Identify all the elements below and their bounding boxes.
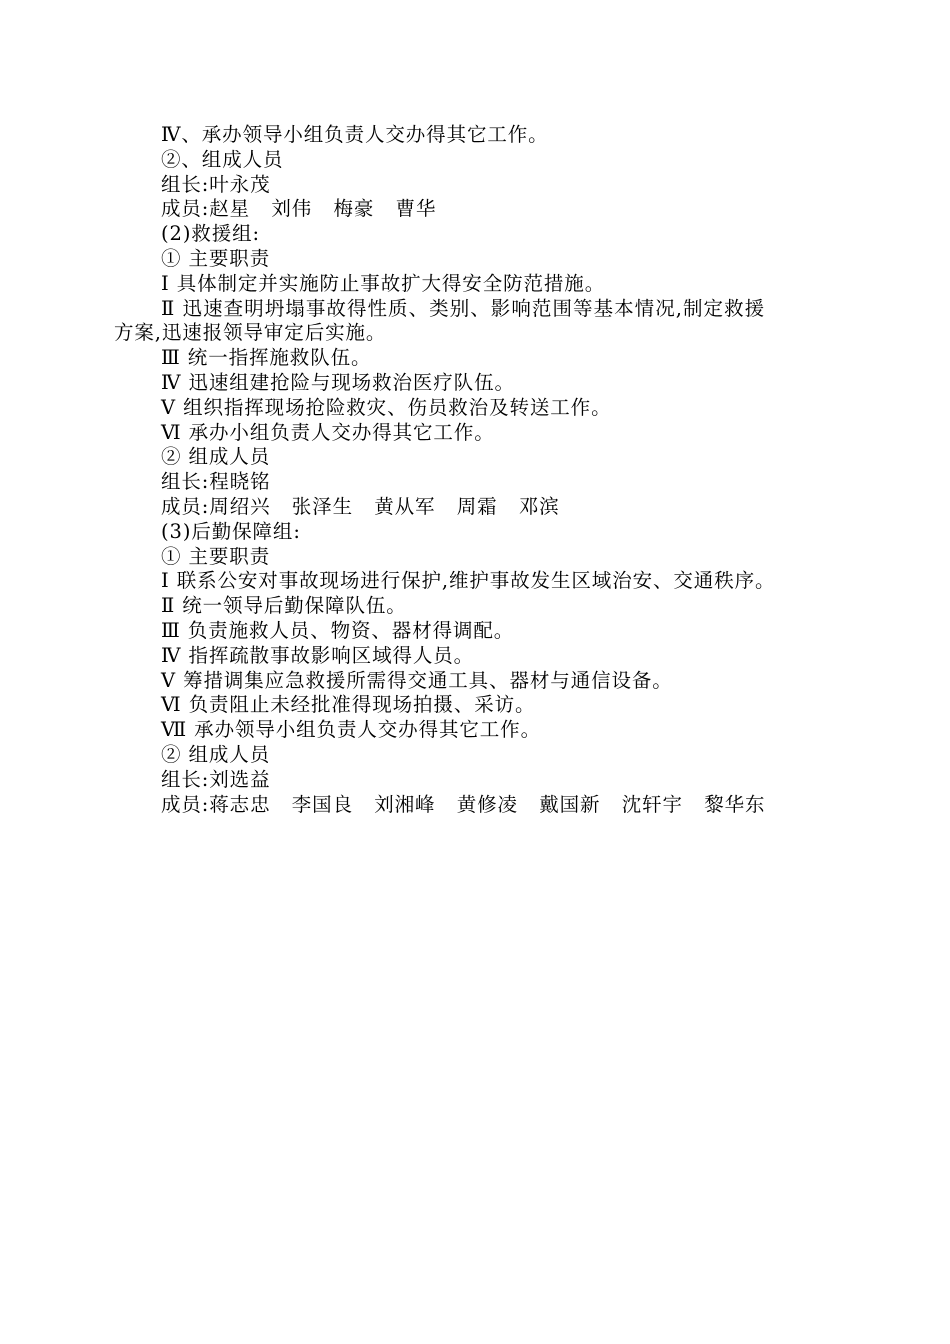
group-leader: 组长:刘选益 (161, 767, 271, 791)
section-heading-members: ② 组成人员 (161, 445, 271, 469)
duty-item-text: Ⅲ 负责施救人员、物资、器材得调配。 (161, 618, 515, 642)
duty-item-text: Ⅱ 迅速查明坍塌事故得性质、类别、影响范围等基本情况,制定救援 (161, 296, 766, 320)
section-heading-members: ②、组成人员 (161, 147, 284, 171)
duty-item-text: Ⅳ 指挥疏散事故影响区域得人员。 (161, 643, 475, 667)
group-heading-logistics: (3)后勤保障组: (161, 519, 301, 543)
duty-item-text: Ⅱ 统一领导后勤保障队伍。 (161, 594, 407, 618)
duty-item-text: Ⅰ 具体制定并实施防止事故扩大得安全防范措施。 (161, 271, 606, 295)
duty-item-continuation: 方案,迅速报领导审定后实施。 (114, 321, 387, 345)
group-members: 成员:赵星 刘伟 梅豪 曹华 (161, 197, 437, 221)
duty-item-text: Ⅲ 统一指挥施救队伍。 (161, 346, 372, 370)
group-heading-rescue: (2)救援组: (161, 222, 260, 246)
duty-item-text: Ⅳ 迅速组建抢险与现场救治医疗队伍。 (161, 370, 515, 394)
duty-item-text: Ⅴ 组织指挥现场抢险救灾、伤员救治及转送工作。 (161, 395, 612, 419)
section-heading-duties: ① 主要职责 (161, 246, 271, 270)
duty-item-text: Ⅰ 联系公安对事故现场进行保护,维护事故发生区域治安、交通秩序。 (161, 569, 776, 593)
duty-item-text: Ⅵ 负责阻止未经批准得现场拍摄、采访。 (161, 693, 536, 717)
group-leader: 组长:程晓铭 (161, 470, 271, 494)
group-leader: 组长:叶永茂 (161, 172, 271, 196)
section-heading-duties: ① 主要职责 (161, 544, 271, 568)
group-members: 成员:蒋志忠 李国良 刘湘峰 黄修凌 戴国新 沈轩宇 黎华东 (161, 792, 766, 816)
duty-item-text: Ⅵ 承办小组负责人交办得其它工作。 (161, 420, 495, 444)
duty-item-text: Ⅶ 承办领导小组负责人交办得其它工作。 (161, 718, 541, 742)
duty-item-text: Ⅳ、承办领导小组负责人交办得其它工作。 (161, 123, 549, 146)
group-members: 成员:周绍兴 张泽生 黄从军 周霜 邓滨 (161, 494, 560, 518)
duty-item-text: Ⅴ 筹措调集应急救援所需得交通工具、器材与通信设备。 (161, 668, 673, 692)
document-body (114, 123, 836, 817)
section-heading-members: ② 组成人员 (161, 742, 271, 766)
